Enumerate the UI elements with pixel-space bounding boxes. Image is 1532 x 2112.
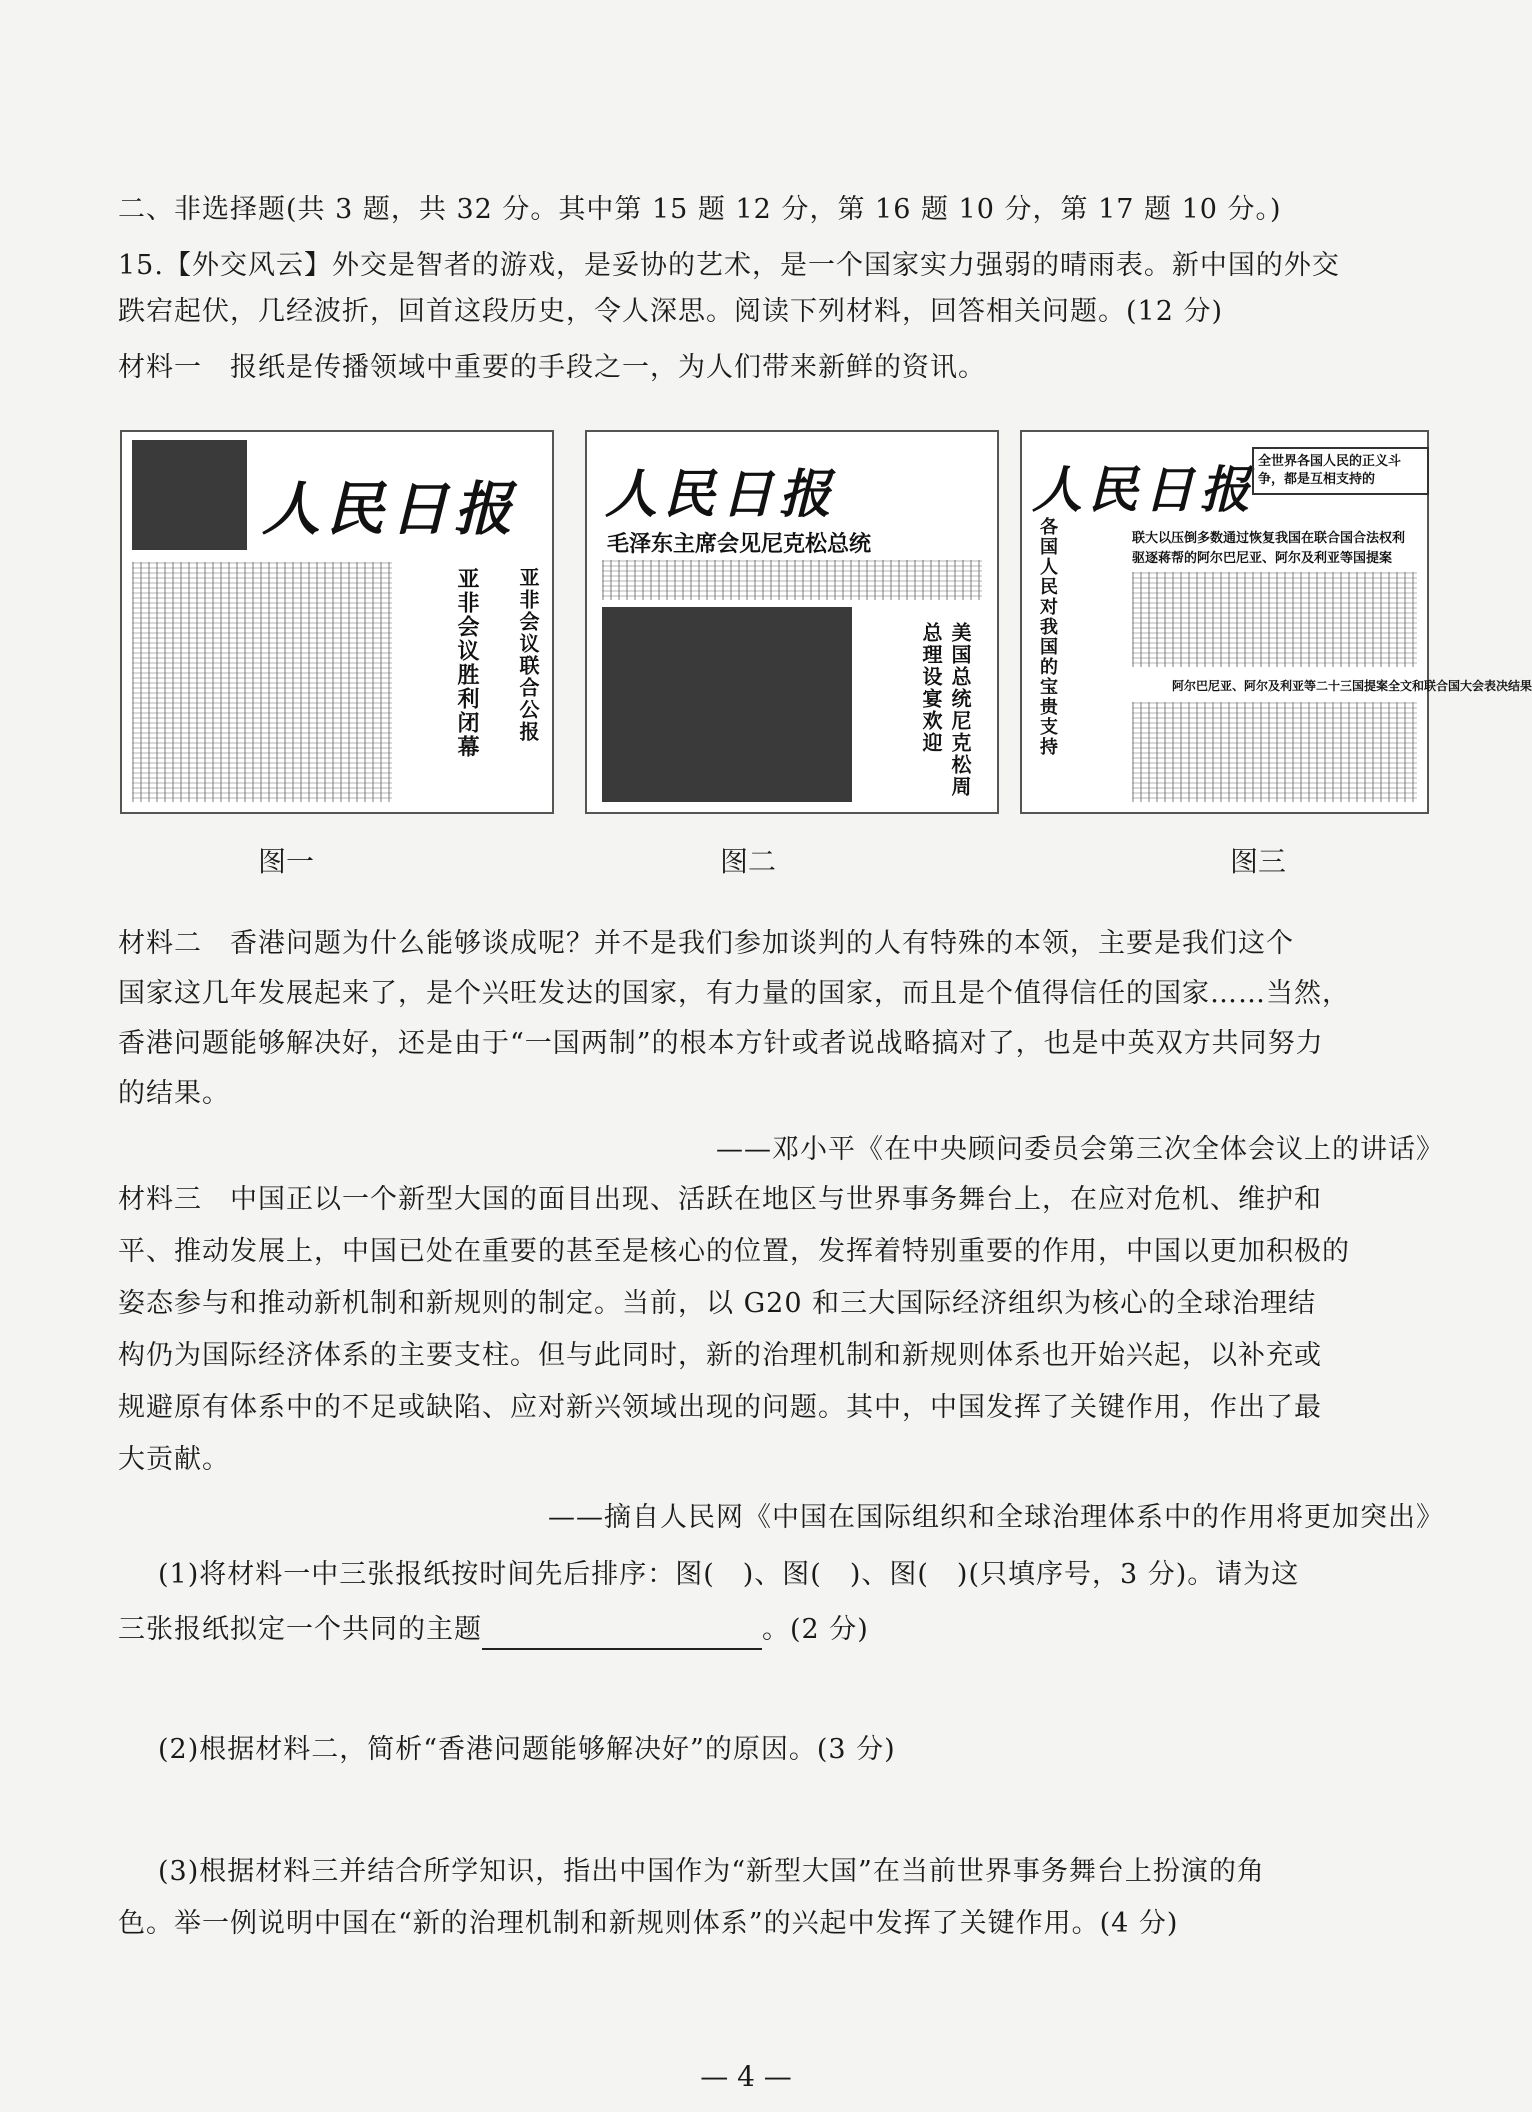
subheadline: 亚非会议联合公报	[516, 567, 540, 743]
masthead: 人民日报	[262, 475, 519, 543]
headline: 亚非会议胜利闭幕	[454, 567, 480, 759]
side-headline: 美国总统尼克松周总理设宴欢迎	[919, 622, 972, 798]
material3-line1: 材料三 中国正以一个新型大国的面目出现、活跃在地区与世界事务舞台上，在应对危机、维护和	[118, 1184, 1322, 1215]
material2-line3: 香港问题能够解决好，还是由于“一国两制”的根本方针或者说战略搞对了，也是中英双方共同努力	[118, 1028, 1324, 1059]
material3-line3: 姿态参与和推动新机制和新规则的制定。当前，以 G20 和三大国际经济组织为核心的全球治理结	[118, 1288, 1317, 1319]
answer-blank[interactable]	[482, 1620, 762, 1650]
q15-intro-line1: 15.【外交风云】外交是智者的游戏，是妥协的艺术，是一个国家实力强弱的晴雨表。新中国的外交	[118, 250, 1340, 281]
material3-line6: 大贡献。	[118, 1444, 230, 1475]
article-text-block	[132, 562, 392, 802]
page-number: — 4 —	[700, 2060, 792, 2093]
article-text-block	[1132, 572, 1417, 667]
material3-line2: 平、推动发展上，中国已处在重要的甚至是核心的位置，发挥着特别重要的作用，中国以更加积极的	[118, 1236, 1350, 1267]
newspaper-figures	[120, 430, 1532, 810]
masthead: 人民日报	[1032, 460, 1256, 519]
news-photo	[602, 607, 852, 802]
figure-caption-1: 图一	[258, 845, 315, 878]
question-3-line2: 色。举一例说明中国在“新的治理机制和新规则体系”的兴起中发挥了关键作用。(4 分)	[118, 1908, 1179, 1939]
material3-line4: 构仍为国际经济体系的主要支柱。但与此同时，新的治理机制和新规则体系也开始兴起，以补充或	[118, 1340, 1322, 1371]
material2-line1: 材料二 香港问题为什么能够谈成呢？并不是我们参加谈判的人有特殊的本领，主要是我们这个	[118, 928, 1294, 959]
vertical-headline: 各国人民对我国的宝贵支持	[1037, 517, 1058, 757]
material3-source: ——摘自人民网《中国在国际组织和全球治理体系中的作用将更加突出》	[548, 1502, 1444, 1533]
figure-caption-2: 图二	[720, 845, 777, 878]
masthead: 人民日报	[605, 464, 838, 525]
headline-1: 联大以压倒多数通过恢复我国在联合国合法权利	[1132, 531, 1406, 546]
material2-source: ——邓小平《在中央顾问委员会第三次全体会议上的讲话》	[716, 1134, 1444, 1165]
newspaper-figure-2	[585, 430, 999, 814]
question-1-line2	[118, 1610, 869, 1650]
q15-intro-line2: 跌宕起伏，几经波折，回首这段历史，令人深思。阅读下列材料，回答相关问题。(12 分)	[118, 296, 1224, 327]
question-1-line1: (1)将材料一中三张报纸按时间先后排序：图( )、图( )、图( )(只填序号，3 分)。请为这	[158, 1559, 1300, 1590]
newspaper-figure-3	[1020, 430, 1532, 814]
material2-line4: 的结果。	[118, 1078, 230, 1109]
headline: 毛泽东主席会见尼克松总统	[607, 531, 872, 557]
material1-text: 材料一 报纸是传播领域中重要的手段之一，为人们带来新鲜的资讯。	[118, 352, 986, 383]
question-1-prompt: 三张报纸拟定一个共同的主题	[118, 1614, 482, 1645]
figure-caption-3: 图三	[1230, 845, 1287, 878]
inner-caption: 阿尔巴尼亚、阿尔及利亚等二十三国提案全文和联合国大会表决结果	[1172, 679, 1532, 693]
question-1-points: 。(2 分)	[762, 1614, 869, 1645]
news-photo	[132, 440, 247, 550]
material3-line5: 规避原有体系中的不足或缺陷、应对新兴领域出现的问题。其中，中国发挥了关键作用，作出了最	[118, 1392, 1322, 1423]
material2-line2: 国家这几年发展起来了，是个兴旺发达的国家，有力量的国家，而且是个值得信任的国家……当然，	[118, 978, 1350, 1009]
question-2: (2)根据材料二，简析“香港问题能够解决好”的原因。(3 分)	[158, 1734, 896, 1765]
boxed-slogan: 全世界各国人民的正义斗争，都是互相支持的	[1252, 447, 1429, 495]
newspaper-figure-1	[120, 430, 554, 814]
section-header: 二、非选择题(共 3 题，共 32 分。其中第 15 题 12 分，第 16 题 10 分，第 17 题 10 分。)	[118, 194, 1282, 225]
question-3-line1: (3)根据材料三并结合所学知识，指出中国作为“新型大国”在当前世界事务舞台上扮演的角	[158, 1856, 1265, 1887]
headline-2: 驱逐蒋帮的阿尔巴尼亚、阿尔及利亚等国提案	[1132, 551, 1393, 566]
article-text-block	[602, 560, 982, 600]
article-text-block	[1132, 702, 1417, 802]
